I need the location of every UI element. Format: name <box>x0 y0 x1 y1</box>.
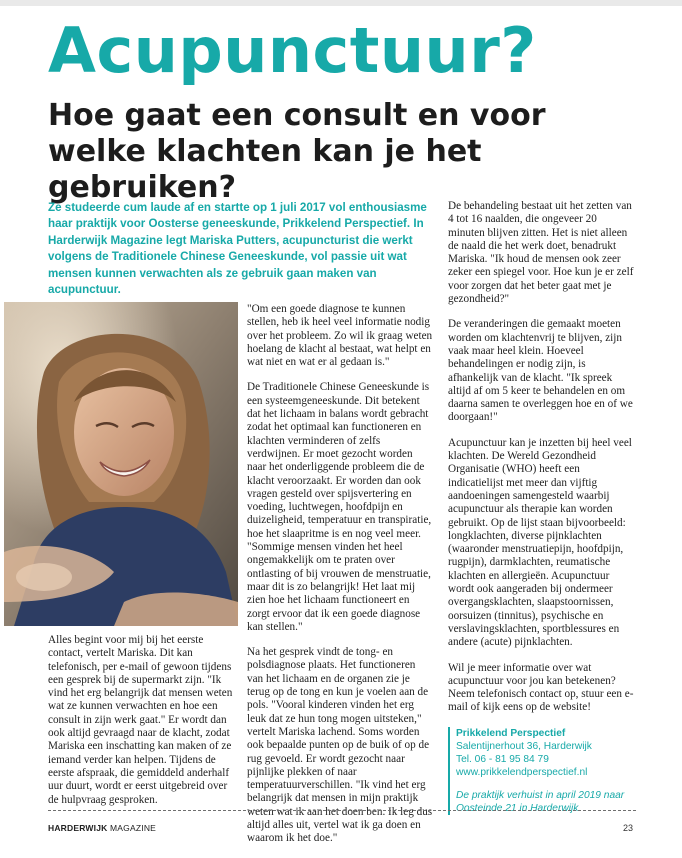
portrait-illustration <box>4 302 238 626</box>
portrait-photo <box>4 302 238 626</box>
contact-name: Prikkelend Perspectief <box>456 727 566 739</box>
paragraph: De behandeling bestaat uit het zetten van 4 tot 16 naalden, die ongeveer 20 minuten blijven zitten. Het is niet alleen de naald die het werk doet, benadrukt Mariska. "Ik houd de mensen ook zeer zeker een spiegel voor. Hoe kun je er zelf voor zorgen dat het beter gaat met je gezondheid?" <box>448 200 634 306</box>
paragraph: Alles begint voor mij bij het eerste contact, vertelt Mariska. Dit kan telefonisch, per e-mail of gewoon tijdens een gesprek bij de supermarkt zijn. "Ik vind het erg belangrijk dat mensen weten wat ze kunnen verwachten en hoe een consult in zijn werk gaat." Er wordt dan ook altijd gevraagd naar de klacht, zodat Mariska een inschatting kan maken of ze iemand verder kan helpen. Tijdens de eerste afspraak, die gemiddeld anderhalf uur duurt, wordt er eerst uitgebreid over de hulpvraag gesproken. <box>48 634 233 806</box>
paragraph: Wil je meer informatie over wat acupunctuur voor jou kan betekenen? Neem telefonisch contact op, stuur een e-mail of kijk eens op de website! <box>448 661 634 714</box>
page-number: 23 <box>623 823 634 833</box>
article-title: Acupunctuur? <box>48 14 537 87</box>
column-2 <box>247 303 433 858</box>
article-intro: Ze studeerde cum laude af en startte op 1 juli 2017 vol enthousiasme haar praktijk voor Oosterse geneeskunde, Prikkelend Perspectief. In Harderwijk Magazine legt Mariska Putters, acupuncturist die werkt volgens de Traditionele Chinese Geneeskunde, vol passie uit wat mensen kunnen verwachten als ze gebruik gaan maken van acupunctuur. <box>48 201 427 297</box>
column-1 <box>48 634 234 819</box>
contact-note: De praktijk verhuist in april 2019 naar Oosteinde 21 in Harderwijk <box>456 789 625 814</box>
column-3 <box>448 200 636 815</box>
contact-phone[interactable]: Tel. 06 - 81 95 84 79 <box>456 754 549 766</box>
paragraph: De veranderingen die gemaakt moeten worden om klachtenvrij te blijven, zijn vaak maar heel klein. Hoeveel behandelingen er nodig zijn, is afhankelijk van de klacht. "Ik spreek altijd af om 5 keer te behandelen en om daarna samen te overleggen hoe en of we doorgaan!" <box>448 318 633 424</box>
paragraph: Acupunctuur kan je inzetten bij heel veel klachten. De Wereld Gezondheid Organisatie (WHO) heeft een indicatielijst met meer dan vijftig aandoeningen samengesteld waarbij acupunctuur als therapie kan worden gebruikt. Op de lijst staan bijvoorbeeld: longklachten, diverse pijnklachten (waaronder menstruatiepijn, hoofdpijn, rugpijn), darmklachten, reumatische klachten en allergieën. Acupunctuur wordt ook aangeraden bij ondermeer overgangsklachten, slaapstoornissen, oorsuizen (tinnitus), psychische en verslavingsklachten, sportblessures en andere (acute) pijnklachten. <box>448 436 632 649</box>
footer-brand-bold: HARDERWIJK <box>48 823 108 833</box>
contact-website-link[interactable]: www.prikkelendperspectief.nl <box>456 767 588 779</box>
footer-brand <box>48 823 156 833</box>
article-subtitle: Hoe gaat een consult en voor welke klachten kan je het gebruiken? <box>48 98 546 205</box>
contact-box <box>448 727 636 815</box>
paragraph: "Om een goede diagnose te kunnen stellen, heb ik heel veel informatie nodig over het probleem. Zo wil ik graag weten hoelang de klacht al bestaat, wat helpt en wat niet en wat er al gedaan is." <box>247 303 433 369</box>
contact-address: Salentijnerhout 36, Harderwijk <box>456 740 592 752</box>
footer-brand-rest: MAGAZINE <box>107 823 157 833</box>
footer-divider <box>48 810 636 811</box>
paragraph: Na het gesprek vindt de tong- en polsdiagnose plaats. Het functioneren van het lichaam en de organen zie je terug op de tong en kun je voelen aan de pols. "Vooral kinderen vinden het erg leuk dat ze hun tong mogen uitsteken," vertelt Mariska lachend. Soms worden ook bepaalde punten op de buik of op de rug gevoeld. Er wordt gezocht naar pijnlijke plekken of naar temperatuurverschillen. "Ik vind het erg belangrijk dat mensen in mijn praktijk weten wat ik aan het doen ben. Ik leg dus altijd alles uit, vertel wat ik ga doen en waarom ik het doe." <box>247 646 433 845</box>
top-edge <box>0 0 682 6</box>
paragraph: De Traditionele Chinese Geneeskunde is een systeemgeneeskunde. Dit betekent dat het lichaam in balans wordt gebracht zodat het optimaal kan functioneren en klachten verminderen of zelfs verdwijnen. Er moet gezocht worden naar het onderliggende probleem die de klacht veroorzaakt. Er worden dan ook vragen gesteld over spijsvertering en voeding, luchtwegen, hoofdpijn en duizeligheid, temperatuur en transpiratie, hoe het slaapritme is en nog veel meer. "Sommige mensen vinden het heel ongemakkelijk om te praten over ontlasting of bij vrouwen de menstruatie, maar dit is zo belangrijk! Het laat mij zien hoe het lichaam functioneert en zorgt ervoor dat ik een goede diagnose kan stellen." <box>247 381 432 633</box>
